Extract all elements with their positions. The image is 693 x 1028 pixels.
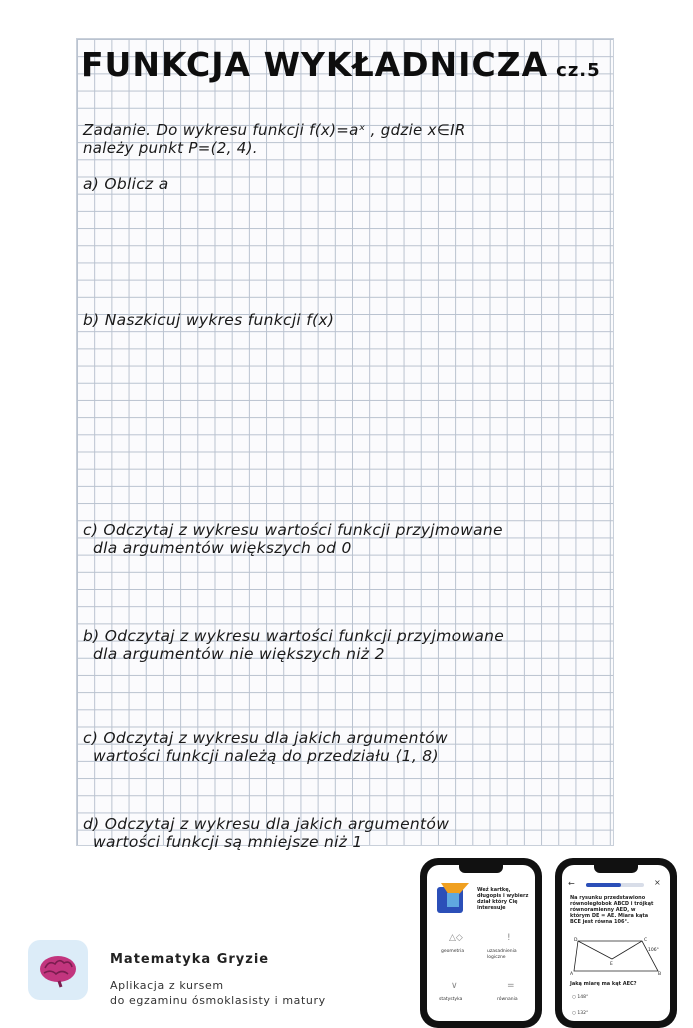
answer-option-a[interactable]: ○ 148° (572, 995, 589, 1000)
phone-notch-2 (594, 865, 638, 873)
item-a: a) Oblicz a (83, 175, 169, 193)
parallelogram-figure (568, 935, 666, 975)
brand-tagline (110, 978, 326, 1008)
progress-bar (586, 883, 644, 887)
item-b: b) Naszkicuj wykres funkcji f(x) (83, 311, 335, 329)
vertex-b: B (658, 972, 662, 975)
item-c2-line-1: c) Odczytaj z wykresu dla jakich argumentów (83, 729, 448, 747)
brain-logo-icon (28, 940, 88, 1000)
stats-tile-icon: ∨ (451, 981, 458, 991)
phone-screen (427, 865, 535, 1021)
item-c2-line-2: wartości funkcji należą do przedziału ⟨1, 8) (93, 747, 439, 765)
phone-mockup-menu (420, 858, 542, 1028)
vertex-c: C (644, 938, 648, 943)
vertex-e: E (610, 962, 613, 967)
task-line-1: Zadanie. Do wykresu funkcji f(x)=aˣ , gdzie x∈IR (83, 121, 466, 139)
brand-block (28, 940, 428, 1010)
tagline-line-1: Aplikacja z kursem (110, 979, 224, 992)
item-d-line-1: d) Odczytaj z wykresu dla jakich argumentów (83, 815, 450, 833)
worksheet-title (81, 45, 601, 84)
tile-geometria[interactable]: geometria (441, 949, 465, 954)
answer-b-text: 132° (577, 1011, 589, 1016)
task-line-2: należy punkt P=(2, 4). (83, 139, 258, 157)
brand-name: Matematyka Gryzie (110, 952, 270, 967)
item-b2-line-2: dla argumentów nie większych niż 2 (93, 645, 385, 663)
tile-uzasadnienia[interactable]: uzasadnienia logiczne (487, 949, 517, 960)
phone-mockup-problem (555, 858, 677, 1028)
answer-option-b[interactable]: ○ 132° (572, 1011, 589, 1016)
item-d-line-2: wartości funkcji są mniejsze niż 1 (93, 833, 363, 851)
menu-heading: Weź kartkę, długopis i wybierz dział który Cię interesuje (477, 887, 529, 911)
vertex-a: A (570, 972, 574, 975)
equations-tile-icon: = (507, 981, 515, 991)
tile-rownania[interactable]: równania (497, 997, 518, 1002)
answer-a-text: 148° (577, 995, 589, 1000)
question-text: Jaką miarę ma kąt AEC? (570, 981, 637, 987)
item-c-line-2: dla argumentów większych od 0 (93, 539, 352, 557)
phone-screen-2 (562, 865, 670, 1021)
part-label: cz.5 (556, 60, 601, 81)
vertex-d: D (574, 938, 578, 943)
close-icon[interactable]: × (654, 878, 661, 887)
item-c-line-1: c) Odczytaj z wykresu wartości funkcji przyjmowane (83, 521, 503, 539)
phone-notch (459, 865, 503, 873)
grid-paper-sheet (76, 38, 614, 851)
item-b2-line-1: b) Odczytaj z wykresu wartości funkcji przyjmowane (83, 627, 505, 645)
title-text: FUNKCJA WYKŁADNICZA (81, 45, 549, 84)
back-arrow-icon[interactable]: ← (568, 879, 575, 888)
logic-tile-icon: ! (507, 933, 511, 943)
angle-label: 106° (648, 948, 659, 953)
progress-fill (586, 883, 621, 887)
problem-text: Na rysunku przedstawiono równoległobok ABCD i trójkąt równoramienny AED, w którym DE = AE. Miara kąta BCE jest równa 106°. (570, 895, 654, 925)
tile-statystyka[interactable]: statystyka (439, 997, 463, 1002)
tagline-line-2: do egzaminu ósmoklasisty i matury (110, 994, 326, 1007)
geometry-kit-icon (433, 879, 473, 919)
geometry-tile-icon: △◇ (449, 933, 463, 943)
